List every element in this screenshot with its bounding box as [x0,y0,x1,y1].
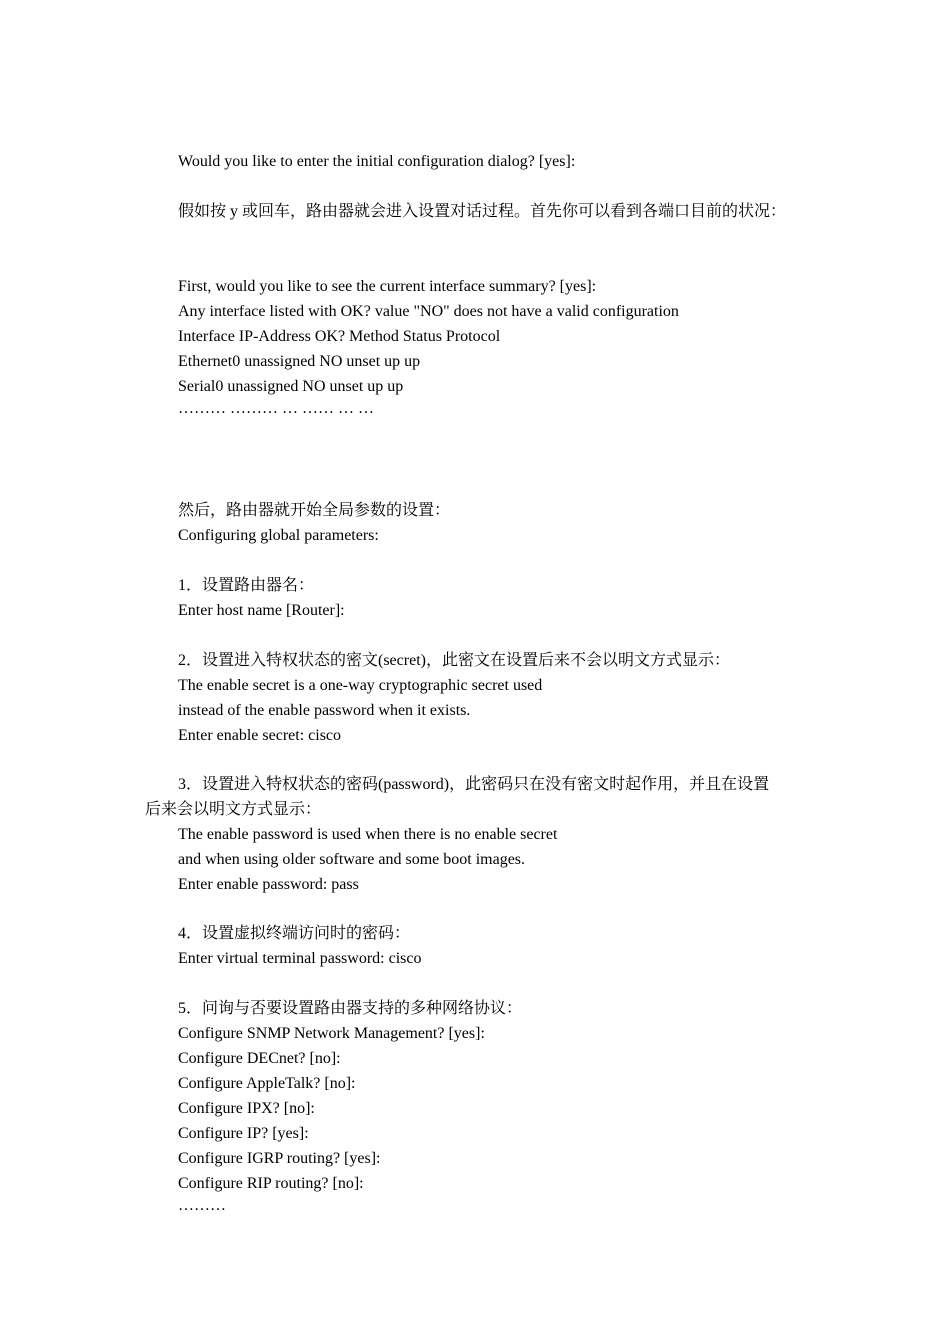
text-line-snmp: Configure SNMP Network Management? [yes]: [178,1025,485,1042]
text-line-ethernet0: Ethernet0 unassigned NO unset up up [178,353,421,370]
text-line-secret-desc-1: The enable secret is a one-way cryptographic secret used [178,677,543,694]
text-line-intro-cn: 假如按 y 或回车，路由器就会进入设置对话过程。首先你可以看到各端口目前的状况： [178,203,787,220]
text-line-table-header: Interface IP-Address OK? Method Status Protocol [178,328,501,345]
text-line-rip: Configure RIP routing? [no]: [178,1175,364,1192]
text-line-igrp: Configure IGRP routing? [yes]: [178,1150,381,1167]
text-line-enable-secret: Enter enable secret: cisco [178,727,342,744]
text-line-step3-cn-cont: 后来会以明文方式显示： [145,801,322,818]
text-line-secret-desc-2: instead of the enable password when it exists. [178,702,471,719]
text-line-step3-cn: 3．设置进入特权状态的密码(password)，此密码只在没有密文时起作用，并且在设置 [178,776,770,793]
text-line-password-desc-2: and when using older software and some boot images. [178,851,526,868]
text-line-ipx: Configure IPX? [no]: [178,1100,315,1117]
text-line-password-desc-1: The enable password is used when there is no enable secret [178,826,558,843]
text-line-host-name: Enter host name [Router]: [178,602,345,619]
text-line-ellipsis: ……… ……… … …… … … [178,400,374,417]
text-line-ellipsis-end: ……… [178,1197,226,1214]
text-line-vty-password: Enter virtual terminal password: cisco [178,950,422,967]
text-line-global-cn: 然后，路由器就开始全局参数的设置： [178,502,451,519]
text-line-appletalk: Configure AppleTalk? [no]: [178,1075,356,1092]
text-line-decnet: Configure DECnet? [no]: [178,1050,341,1067]
text-line-enable-password: Enter enable password: pass [178,876,359,893]
text-line-step4-cn: 4．设置虚拟终端访问时的密码： [178,925,411,942]
text-line-step5-cn: 5．问询与否要设置路由器支持的多种网络协议： [178,1000,523,1017]
text-line-serial0: Serial0 unassigned NO unset up up [178,378,404,395]
text-line-summary-note: Any interface listed with OK? value "NO" does not have a valid configuration [178,303,679,320]
text-line-ip: Configure IP? [yes]: [178,1125,309,1142]
text-line-summary-prompt: First, would you like to see the current interface summary? [yes]: [178,278,597,295]
text-line-global-params: Configuring global parameters: [178,527,379,544]
text-line-dialog-prompt: Would you like to enter the initial configuration dialog? [yes]: [178,153,576,170]
text-line-step2-cn: 2．设置进入特权状态的密文(secret)，此密文在设置后来不会以明文方式显示： [178,652,730,669]
text-line-step1-cn: 1．设置路由器名： [178,577,315,594]
